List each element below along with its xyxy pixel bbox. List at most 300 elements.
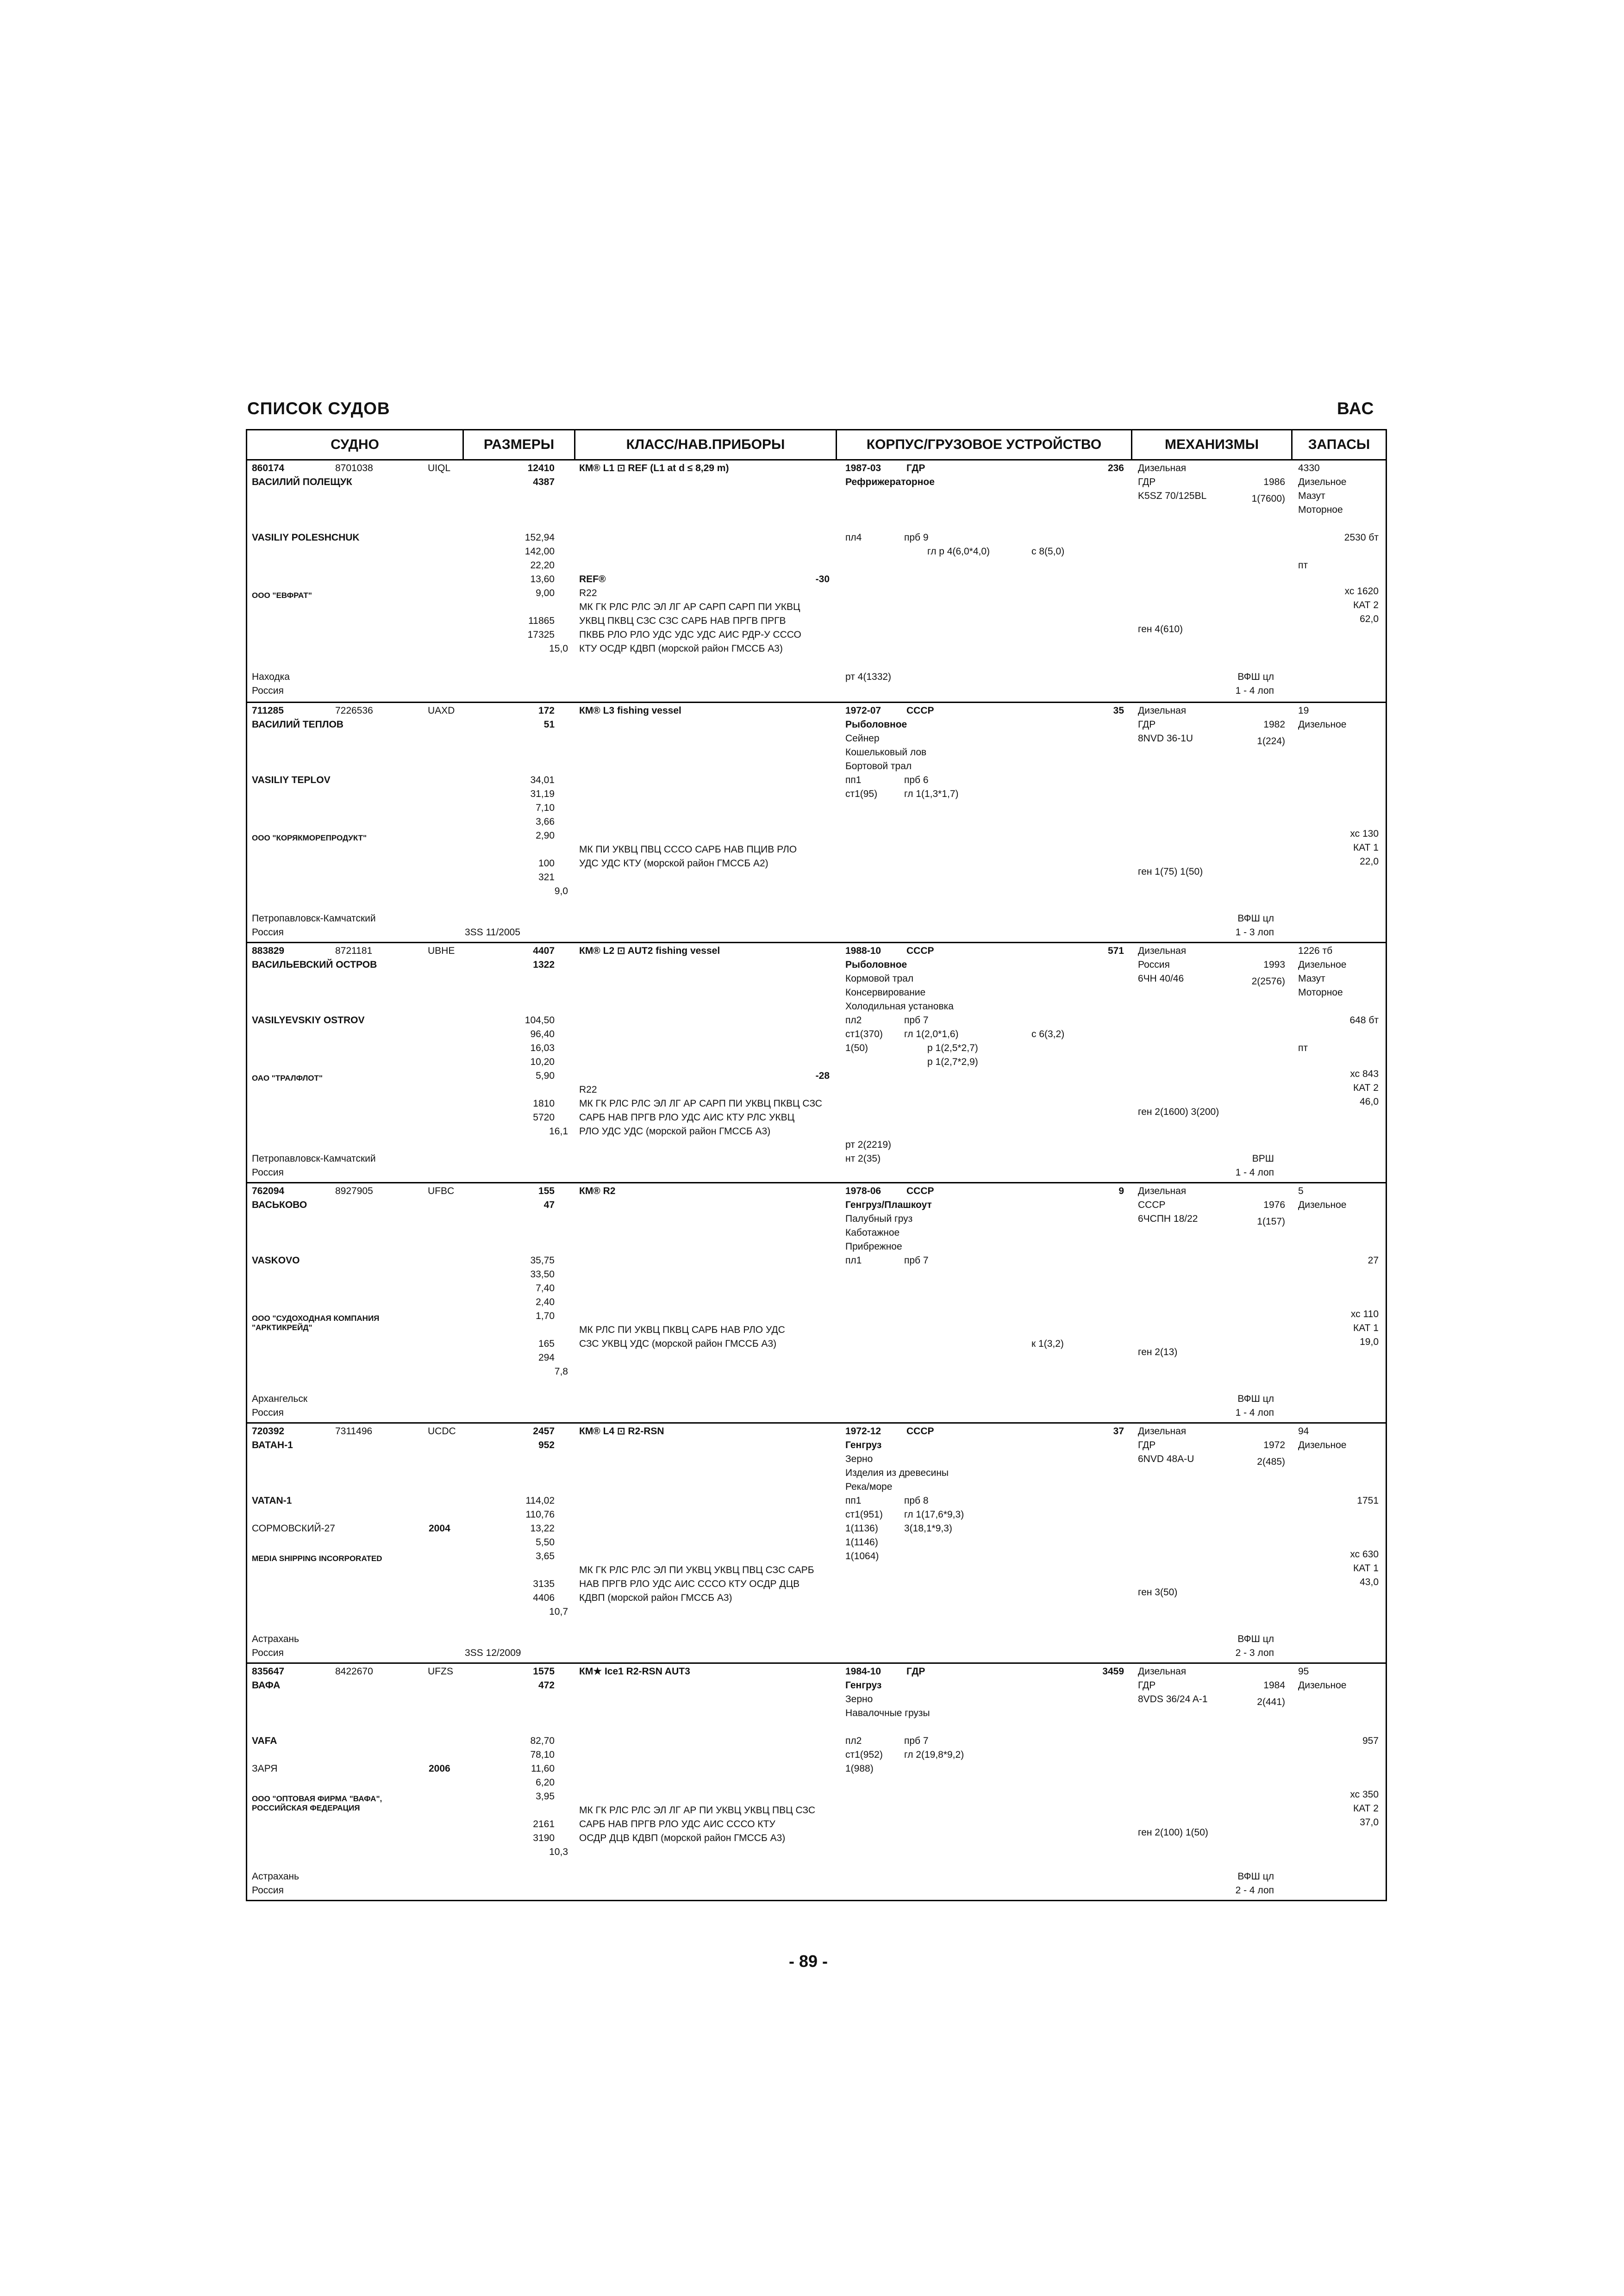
vessel-build-country: СССР	[906, 1426, 934, 1437]
vessel-survey-note: 3SS 12/2009	[465, 1648, 521, 1658]
vessel-dimension: 1322	[533, 959, 555, 970]
vessel-reg-number: 711285	[252, 705, 284, 716]
vessel-dimension: 4406	[533, 1593, 555, 1603]
vessel-class-notation: REF®	[579, 574, 606, 585]
vessel-hull-detail: пл2	[845, 1015, 862, 1026]
vessel-imo: 7311496	[335, 1426, 373, 1437]
vessel-fuel: 94	[1298, 1426, 1309, 1437]
vessel-name: ВАСИЛИЙ ПОЛЕЩУК	[252, 477, 352, 487]
vessel-fuel: Дизельное	[1298, 959, 1347, 970]
vessel-class-temp: -28	[815, 1070, 830, 1081]
vessel-dimension: 1575	[533, 1666, 555, 1677]
vessel-dimension: 31,19	[530, 789, 555, 799]
vessel-fuel-amount: 1751	[1357, 1495, 1379, 1506]
vessel-hull-number: 236	[1107, 463, 1124, 473]
vessel-autonomy: 62,0	[1360, 614, 1379, 624]
vessel-imo: 8422670	[335, 1666, 373, 1677]
col-header-machinery: МЕХАНИЗМЫ	[1132, 430, 1293, 459]
vessel-generators: ген 3(50)	[1138, 1587, 1178, 1598]
section-code: ВАС	[1337, 399, 1374, 418]
vessel-dimension: 1,70	[536, 1311, 555, 1321]
vessel-hull-detail: ст1(370)	[845, 1029, 883, 1039]
vessel-former-name-year: 2004	[429, 1523, 450, 1534]
vessel-engine: 6ЧСПН 18/22	[1138, 1213, 1198, 1224]
vessel-nav-equipment: МК РЛС ПИ УКВЦ ПКВЦ САРБ НАВ РЛО УДС	[579, 1325, 785, 1335]
vessel-build-country: ГДР	[906, 1666, 925, 1677]
vessel-former-name-year: 2006	[429, 1763, 450, 1774]
vessel-engine-year: 1972	[1263, 1440, 1285, 1450]
vessel-call-sign: UIQL	[428, 463, 451, 473]
vessel-fuel: Дизельное	[1298, 1200, 1347, 1210]
vessel-engine: Россия	[1138, 959, 1170, 970]
vessel-hull-number: 3459	[1102, 1666, 1124, 1677]
vessel-generators: ген 4(610)	[1138, 624, 1183, 635]
vessel-propeller: ВФШ цл	[1237, 913, 1274, 924]
vessel-engine: 6NVD 48A-U	[1138, 1454, 1194, 1464]
vessel-hull-bottom: рт 4(1332)	[845, 672, 892, 682]
vessel-engine-power: 2(485)	[1257, 1456, 1285, 1467]
vessel-country: Россия	[252, 927, 284, 938]
vessel-dimension: 172	[538, 705, 555, 716]
vessel-dimension: 35,75	[530, 1255, 555, 1266]
vessel-nav-equipment: СЗС УКВЦ УДС (морской район ГМССБ А3)	[579, 1338, 777, 1349]
vessel-owner: ООО "ОПТОВАЯ ФИРМА "ВАФА", РОССИЙСКАЯ ФЕДЕРАЦИЯ	[252, 1794, 382, 1812]
vessel-dimension: 155	[538, 1186, 555, 1196]
vessel-hull-type: Генгруз	[845, 1440, 882, 1450]
vessel-class: КМ® L4 ⊡ R2-RSN	[579, 1426, 664, 1437]
vessel-fuel: 1226 тб	[1298, 946, 1333, 956]
vessel-hull-type: Бортовой трал	[845, 761, 912, 772]
vessel-fuel: Дизельное	[1298, 719, 1347, 730]
vessel-dimension: 7,40	[536, 1283, 555, 1294]
vessel-call-sign: UBHE	[428, 946, 455, 956]
vessel-water: пт	[1298, 1043, 1308, 1053]
vessel-hull-detail: прб 8	[904, 1495, 929, 1506]
vessel-dimension: 3190	[533, 1833, 555, 1843]
vessel-call-sign: UAXD	[428, 705, 455, 716]
vessel-port: Астрахань	[252, 1634, 299, 1644]
vessel-autonomy: хс 630	[1350, 1549, 1379, 1560]
vessel-build-country: СССР	[906, 705, 934, 716]
vessel-autonomy: КАТ 2	[1353, 1083, 1379, 1093]
vessel-imo: 7226536	[335, 705, 373, 716]
ship-register-table	[246, 429, 1387, 1901]
vessel-hull-type: Кормовой трал	[845, 973, 914, 984]
vessel-dimension: 17325	[527, 629, 555, 640]
vessel-propeller-blades: 1 - 4 лоп	[1235, 685, 1274, 696]
vessel-class: КМ® L2 ⊡ AUT2 fishing vessel	[579, 946, 720, 956]
vessel-nav-equipment: УДС УДС КТУ (морской район ГМССБ А2)	[579, 858, 768, 869]
vessel-build-country: СССР	[906, 946, 934, 956]
vessel-hull-type: Каботажное	[845, 1227, 900, 1238]
vessel-dimension: 7,8	[554, 1366, 568, 1377]
vessel-hull-detail: 1(50)	[845, 1043, 868, 1053]
vessel-nav-equipment: МК ГК РЛС РЛС ЭЛ ЛГ АР ПИ УКВЦ УКВЦ ПВЦ СЗС	[579, 1805, 815, 1816]
vessel-generators: ген 1(75) 1(50)	[1138, 866, 1203, 877]
vessel-nav-equipment: КТУ ОСДР КДВП (морской район ГМССБ А3)	[579, 643, 783, 654]
vessel-hull-type: Изделия из древесины	[845, 1468, 949, 1478]
vessel-fuel: Мазут	[1298, 491, 1325, 501]
vessel-autonomy: КАТ 1	[1353, 842, 1379, 853]
vessel-class-refrigerant: R22	[579, 1084, 597, 1095]
vessel-fuel-amount: 2530 бт	[1344, 532, 1379, 543]
vessel-hull-type: Холодильная установка	[845, 1001, 954, 1012]
vessel-fuel: Дизельное	[1298, 1680, 1347, 1691]
vessel-reg-number: 860174	[252, 463, 285, 473]
vessel-dimension: 3,95	[536, 1791, 555, 1802]
vessel-port: Астрахань	[252, 1871, 299, 1882]
vessel-dimension: 3135	[533, 1579, 555, 1589]
vessel-nav-equipment: ПКВБ РЛО РЛО УДС УДС УДС АИС РДР-У СССО	[579, 629, 801, 640]
vessel-port: Петропавловск-Камчатский	[252, 1153, 376, 1164]
vessel-engine: Дизельная	[1138, 946, 1187, 956]
vessel-port: Петропавловск-Камчатский	[252, 913, 376, 924]
vessel-call-sign: UFZS	[428, 1666, 453, 1677]
vessel-generators: ген 2(100) 1(50)	[1138, 1827, 1208, 1838]
vessel-autonomy: 22,0	[1360, 856, 1379, 867]
vessel-engine: Дизельная	[1138, 705, 1187, 716]
vessel-hull-detail: гл 2(19,8*9,2)	[904, 1749, 964, 1760]
vessel-hull-type: Генгруз/Плашкоут	[845, 1200, 932, 1210]
vessel-dimension: 2,90	[536, 830, 555, 841]
vessel-dimension: 78,10	[530, 1749, 555, 1760]
vessel-hull-bottom: нт 2(35)	[845, 1153, 881, 1164]
vessel-owner: MEDIA SHIPPING INCORPORATED	[252, 1554, 382, 1563]
vessel-hull-detail: 1(1146)	[845, 1537, 878, 1548]
vessel-hull-type: Навалочные грузы	[845, 1708, 930, 1718]
vessel-engine-year: 1993	[1263, 959, 1285, 970]
vessel-name-latin: VASILIY POLESHCHUK	[252, 532, 360, 543]
vessel-engine: Дизельная	[1138, 1426, 1187, 1437]
vessel-dimension: 152,94	[525, 532, 555, 543]
vessel-engine: Дизельная	[1138, 1186, 1187, 1196]
vessel-hull-number: 35	[1113, 705, 1124, 716]
vessel-call-sign: UFBC	[428, 1186, 455, 1196]
vessel-dimension: 10,20	[530, 1057, 555, 1067]
vessel-dimension: 22,20	[530, 560, 555, 571]
vessel-hull-type: Генгруз	[845, 1680, 882, 1691]
vessel-hull-type: Рыболовное	[845, 959, 907, 970]
vessel-name: ВАСЬКОВО	[252, 1200, 307, 1210]
vessel-hull-detail: р 1(2,5*2,7)	[927, 1043, 978, 1053]
col-header-dimensions: РАЗМЕРЫ	[464, 430, 575, 459]
vessel-call-sign: UCDC	[428, 1426, 456, 1437]
vessel-dimension: 5720	[533, 1112, 555, 1123]
vessel-hull-number: 9	[1118, 1186, 1124, 1196]
vessel-hull-type: Кошельковый лов	[845, 747, 927, 758]
vessel-dimension: 34,01	[530, 775, 555, 785]
vessel-name: ВАСИЛИЙ ТЕПЛОВ	[252, 719, 344, 730]
vessel-nav-equipment: ОСДР ДЦВ КДВП (морской район ГМССБ А3)	[579, 1833, 786, 1843]
vessel-name-latin: VASILIY TEPLOV	[252, 775, 331, 785]
vessel-name-latin: VASKOVO	[252, 1255, 300, 1266]
vessel-imo: 8701038	[335, 463, 373, 473]
vessel-country: Россия	[252, 1885, 284, 1896]
vessel-propeller-blades: 1 - 3 лоп	[1235, 927, 1274, 938]
vessel-engine-year: 1986	[1263, 477, 1285, 487]
vessel-dimension: 165	[538, 1338, 555, 1349]
vessel-row	[247, 460, 1386, 702]
vessel-owner: ООО "ЕВФРАТ"	[252, 591, 312, 600]
vessel-autonomy: 19,0	[1360, 1337, 1379, 1347]
vessel-name-latin: VATAN-1	[252, 1495, 292, 1506]
vessel-dimension: 100	[538, 858, 555, 869]
col-header-class: КЛАСС/НАВ.ПРИБОРЫ	[575, 430, 837, 459]
vessel-country: Россия	[252, 1407, 284, 1418]
vessel-row	[247, 942, 1386, 1182]
vessel-hull-type: Прибрежное	[845, 1241, 902, 1252]
vessel-nav-equipment: МК ГК РЛС РЛС ЭЛ ПИ УКВЦ УКВЦ ПВЦ СЗС САРБ	[579, 1565, 814, 1575]
vessel-fuel: Дизельное	[1298, 1440, 1347, 1450]
vessel-reg-number: 762094	[252, 1186, 285, 1196]
vessel-hull-detail: ст1(951)	[845, 1509, 883, 1520]
vessel-propeller-blades: 1 - 4 лоп	[1235, 1407, 1274, 1418]
vessel-survey-note: 3SS 11/2005	[465, 927, 520, 938]
vessel-dimension: 82,70	[530, 1736, 555, 1746]
vessel-build-country: СССР	[906, 1186, 934, 1196]
vessel-dimension: 51	[543, 719, 555, 730]
vessel-dimension: 3,66	[536, 816, 555, 827]
vessel-nav-equipment: МК ГК РЛС РЛС ЭЛ ЛГ АР САРП ПИ УКВЦ ПКВЦ СЗС	[579, 1098, 822, 1109]
vessel-owner: ОАО "ТРАЛФЛОТ"	[252, 1074, 323, 1083]
vessel-reg-number: 883829	[252, 946, 285, 956]
vessel-dimension: 16,1	[549, 1126, 568, 1137]
vessel-dimension: 11,60	[531, 1763, 555, 1774]
vessel-engine-year: 1984	[1263, 1680, 1285, 1691]
vessel-hull-type: Рефрижераторное	[845, 477, 935, 487]
vessel-propeller-blades: 2 - 3 лоп	[1235, 1648, 1274, 1658]
vessel-former-name: ЗАРЯ	[252, 1763, 278, 1774]
vessel-nav-equipment: КДВП (морской район ГМССБ А3)	[579, 1593, 732, 1603]
vessel-row	[247, 1182, 1386, 1422]
vessel-hull-detail: пл1	[845, 1255, 862, 1266]
vessel-autonomy: КАТ 2	[1353, 600, 1379, 610]
vessel-name: ВАТАН-1	[252, 1440, 293, 1450]
vessel-hull-detail: пп1	[845, 1495, 862, 1506]
vessel-engine: 8NVD 36-1U	[1138, 733, 1193, 744]
vessel-hull-detail: 1(1136)	[845, 1523, 878, 1534]
vessel-hull-detail: пл4	[845, 532, 862, 543]
vessel-propeller-blades: 2 - 4 лоп	[1235, 1885, 1274, 1896]
vessel-dimension: 2457	[533, 1426, 555, 1437]
vessel-hull-detail: пл2	[845, 1736, 862, 1746]
vessel-name-latin: VASILYEVSKIY OSTROV	[252, 1015, 365, 1026]
vessel-hull-crane: к 1(3,2)	[1031, 1338, 1064, 1349]
vessel-dimension: 1810	[533, 1098, 555, 1109]
col-header-vessel: СУДНО	[247, 430, 464, 459]
vessel-dimension: 15,0	[549, 643, 568, 654]
vessel-fuel: 4330	[1298, 463, 1320, 473]
vessel-hull-detail: 1(988)	[845, 1763, 874, 1774]
vessel-engine-power: 1(157)	[1257, 1216, 1285, 1227]
vessel-fuel: 95	[1298, 1666, 1309, 1677]
vessel-nav-equipment: САРБ НАВ ПРГВ РЛО УДС АИС СССО КТУ	[579, 1819, 775, 1829]
vessel-reg-number: 835647	[252, 1666, 285, 1677]
vessel-nav-equipment: МК ГК РЛС РЛС ЭЛ ЛГ АР САРП САРП ПИ УКВЦ	[579, 602, 800, 612]
vessel-engine: ГДР	[1138, 719, 1156, 730]
vessel-fuel: Моторное	[1298, 987, 1343, 998]
vessel-class: КМ® L1 ⊡ REF (L1 at d ≤ 8,29 m)	[579, 463, 729, 473]
vessel-class-refrigerant: R22	[579, 588, 597, 598]
vessel-class: КМ★ Ice1 R2-RSN AUT3	[579, 1666, 690, 1677]
vessel-hull-detail: прб 9	[904, 532, 929, 543]
vessel-row	[247, 1422, 1386, 1662]
vessel-dimension: 13,22	[530, 1523, 555, 1534]
vessel-fuel: Дизельное	[1298, 477, 1347, 487]
vessel-name: ВАФА	[252, 1680, 281, 1691]
vessel-dimension: 16,03	[530, 1043, 555, 1053]
vessel-hull-detail: прб 7	[904, 1255, 929, 1266]
vessel-class-temp: -30	[815, 574, 830, 585]
vessel-hull-detail: гл р 4(6,0*4,0)	[927, 546, 990, 557]
vessel-hull-number: 37	[1113, 1426, 1124, 1437]
vessel-dimension: 952	[538, 1440, 555, 1450]
vessel-generators: ген 2(13)	[1138, 1347, 1178, 1357]
vessel-nav-equipment: НАВ ПРГВ РЛО УДС АИС СССО КТУ ОСДР ДЦВ	[579, 1579, 800, 1589]
vessel-port: Находка	[252, 672, 290, 682]
vessel-build-date: 1984-10	[845, 1666, 881, 1677]
vessel-name: ВАСИЛЬЕВСКИЙ ОСТРОВ	[252, 959, 377, 970]
col-header-hull: КОРПУС/ГРУЗОВОЕ УСТРОЙСТВО	[837, 430, 1132, 459]
vessel-engine-power: 2(2576)	[1251, 976, 1285, 987]
vessel-autonomy: КАТ 2	[1353, 1803, 1379, 1814]
vessel-hull-detail: 1(1064)	[845, 1551, 879, 1562]
vessel-engine: Дизельная	[1138, 1666, 1187, 1677]
vessel-port: Архангельск	[252, 1394, 308, 1404]
vessel-dimension: 33,50	[530, 1269, 555, 1280]
vessel-hull-detail: 3(18,1*9,3)	[904, 1523, 952, 1534]
vessel-reg-number: 720392	[252, 1426, 285, 1437]
vessel-dimension: 12410	[527, 463, 555, 473]
vessel-engine: ГДР	[1138, 477, 1156, 487]
vessel-fuel-amount: 957	[1362, 1736, 1379, 1746]
vessel-fuel-amount: 648 бт	[1349, 1015, 1379, 1026]
vessel-hull-detail: прб 7	[904, 1015, 929, 1026]
vessel-dimension: 142,00	[525, 546, 555, 557]
vessel-dimension: 10,7	[549, 1606, 568, 1617]
vessel-propeller-blades: 1 - 4 лоп	[1235, 1167, 1274, 1178]
vessel-build-date: 1972-07	[845, 705, 881, 716]
vessel-dimension: 104,50	[525, 1015, 555, 1026]
vessel-hull-detail: пп1	[845, 775, 862, 785]
vessel-autonomy: КАТ 1	[1353, 1323, 1379, 1333]
vessel-name-latin: VAFA	[252, 1736, 277, 1746]
vessel-hull-detail: гл 1(1,3*1,7)	[904, 789, 959, 799]
vessel-dimension: 11865	[528, 616, 555, 626]
vessel-nav-equipment: САРБ НАВ ПРГВ РЛО УДС АИС КТУ РЛС УКВЦ	[579, 1112, 795, 1123]
vessel-autonomy: хс 130	[1350, 828, 1379, 839]
vessel-country: Россия	[252, 1167, 284, 1178]
vessel-class: КМ® R2	[579, 1186, 616, 1196]
vessel-engine: 8VDS 36/24 A-1	[1138, 1694, 1208, 1705]
vessel-engine-year: 1976	[1263, 1200, 1285, 1210]
vessel-hull-detail: гл 1(17,6*9,3)	[904, 1509, 964, 1520]
vessel-fuel: Моторное	[1298, 504, 1343, 515]
vessel-engine: 6ЧН 40/46	[1138, 973, 1184, 984]
vessel-imo: 8721181	[335, 946, 373, 956]
vessel-dimension: 294	[538, 1352, 555, 1363]
vessel-class: КМ® L3 fishing vessel	[579, 705, 681, 716]
vessel-dimension: 96,40	[530, 1029, 555, 1039]
vessel-row	[247, 702, 1386, 942]
vessel-hull-type: Рыболовное	[845, 719, 907, 730]
vessel-autonomy: 37,0	[1360, 1817, 1379, 1828]
vessel-hull-detail: ст1(95)	[845, 789, 878, 799]
vessel-owner: ООО "СУДОХОДНАЯ КОМПАНИЯ "АРКТИКРЕЙД"	[252, 1314, 380, 1332]
vessel-engine: K5SZ 70/125BL	[1138, 491, 1207, 501]
vessel-dimension: 10,3	[549, 1847, 568, 1857]
vessel-hull-type: Река/море	[845, 1481, 893, 1492]
vessel-hull-type: Консервирование	[845, 987, 926, 998]
vessel-engine-power: 1(224)	[1257, 736, 1285, 747]
vessel-engine: ГДР	[1138, 1680, 1156, 1691]
page-title: СПИСОК СУДОВ	[247, 399, 390, 418]
vessel-hull-type: Палубный груз	[845, 1213, 913, 1224]
vessel-fuel: Мазут	[1298, 973, 1325, 984]
vessel-nav-equipment: РЛО УДС УДС (морской район ГМССБ А3)	[579, 1126, 771, 1137]
vessel-former-name: СОРМОВСКИЙ-27	[252, 1523, 335, 1534]
vessel-propeller: ВФШ цл	[1237, 1394, 1274, 1404]
vessel-dimension: 3,65	[536, 1551, 555, 1562]
vessel-engine: ГДР	[1138, 1440, 1156, 1450]
vessel-fuel-amount: 27	[1368, 1255, 1379, 1266]
vessel-autonomy: КАТ 1	[1353, 1563, 1379, 1574]
vessel-build-date: 1987-03	[845, 463, 881, 473]
vessel-build-date: 1972-12	[845, 1426, 881, 1437]
vessel-nav-equipment: МК ПИ УКВЦ ПВЦ СССО САРБ НАВ ПЦИВ РЛО	[579, 844, 797, 855]
vessel-autonomy: хс 1620	[1344, 586, 1379, 597]
vessel-hull-detail: прб 6	[904, 775, 929, 785]
vessel-country: Россия	[252, 685, 284, 696]
vessel-dimension: 114,02	[525, 1495, 555, 1506]
vessel-owner: ООО "КОРЯКМОРЕПРОДУКТ"	[252, 834, 367, 842]
vessel-hull-detail: прб 7	[904, 1736, 929, 1746]
vessel-dimension: 5,90	[536, 1070, 555, 1081]
vessel-engine-power: 2(441)	[1257, 1697, 1285, 1707]
vessel-water: пт	[1298, 560, 1308, 571]
vessel-propeller: ВРШ	[1252, 1153, 1274, 1164]
vessel-dimension: 321	[538, 872, 555, 883]
vessel-engine-year: 1982	[1263, 719, 1285, 730]
vessel-autonomy: 43,0	[1360, 1577, 1379, 1587]
vessel-country: Россия	[252, 1648, 284, 1658]
vessel-dimension: 2,40	[536, 1297, 555, 1307]
vessel-dimension: 2161	[533, 1819, 555, 1829]
vessel-engine: СССР	[1138, 1200, 1166, 1210]
vessel-dimension: 9,0	[554, 886, 568, 896]
vessel-dimension: 9,00	[536, 588, 555, 598]
vessel-dimension: 4387	[533, 477, 555, 487]
vessel-dimension: 6,20	[536, 1777, 555, 1788]
vessel-dimension: 5,50	[536, 1537, 555, 1548]
vessel-fuel: 5	[1298, 1186, 1304, 1196]
page-number: - 89 -	[789, 1952, 828, 1971]
vessel-autonomy: хс 843	[1350, 1069, 1379, 1079]
vessel-build-country: ГДР	[906, 463, 925, 473]
vessel-engine: Дизельная	[1138, 463, 1187, 473]
vessel-propeller: ВФШ цл	[1237, 1871, 1274, 1882]
vessel-propeller: ВФШ цл	[1237, 1634, 1274, 1644]
vessel-hull-detail: ст1(952)	[845, 1749, 883, 1760]
vessel-build-date: 1988-10	[845, 946, 881, 956]
col-header-stores: ЗАПАСЫ	[1308, 437, 1370, 452]
vessel-generators: ген 2(1600) 3(200)	[1138, 1107, 1219, 1117]
vessel-dimension: 13,60	[530, 574, 555, 585]
vessel-hull-number: 571	[1107, 946, 1124, 956]
vessel-build-date: 1978-06	[845, 1186, 881, 1196]
vessel-autonomy: хс 350	[1350, 1789, 1379, 1800]
vessel-dimension: 472	[538, 1680, 555, 1691]
